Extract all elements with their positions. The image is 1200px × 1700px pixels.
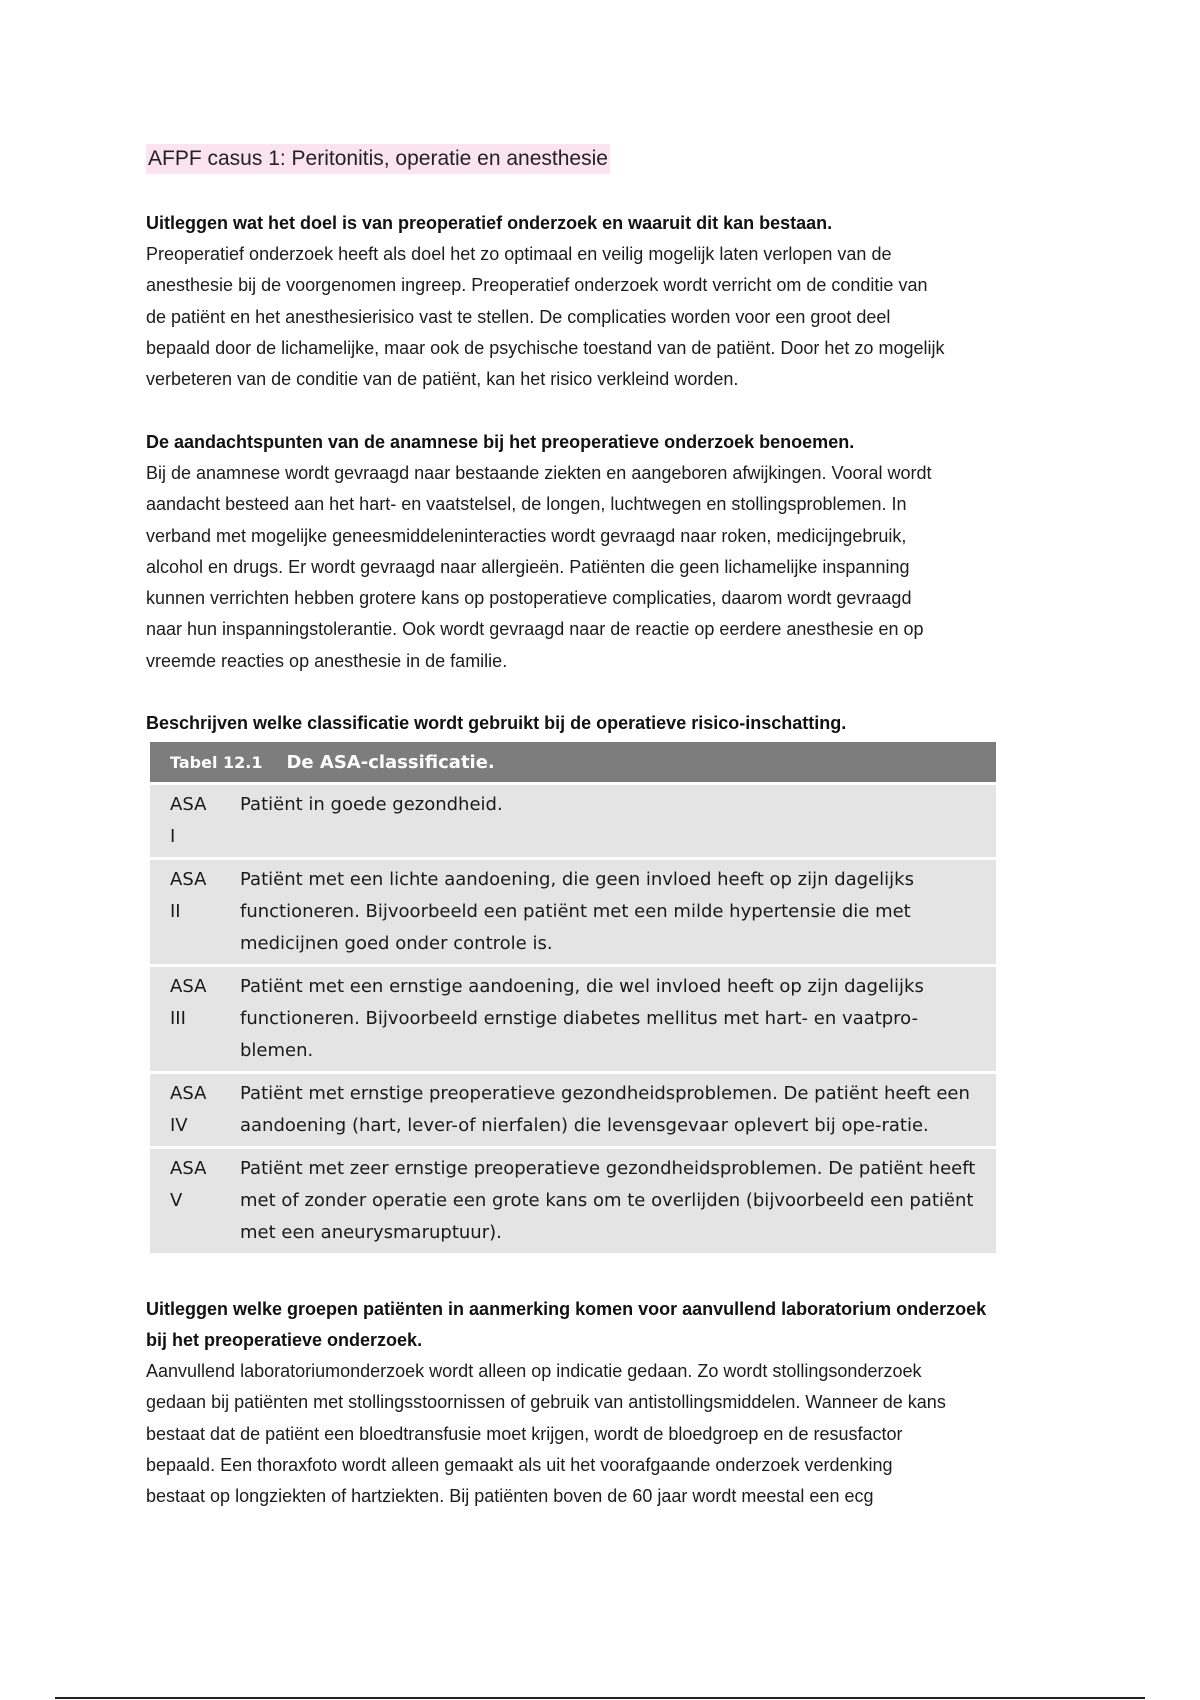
body-line: Preoperatief onderzoek heeft als doel het zo optimaal en veilig mogelijk laten verlopen van de [146,244,892,264]
table-header-row [150,742,996,784]
body-line: gedaan bij patiënten met stollingsstoornissen of gebruik van antistollingsmiddelen. Wanneer de kans [146,1392,946,1413]
body-line: naar hun inspanningstolerantie. Ook wordt gevraagd naar de reactie op eerdere anesthesie en op [146,619,924,640]
asa-class: ASA III [150,966,232,1073]
table-row [150,784,996,859]
asa-description: Patiënt met zeer ernstige preoperatieve gezondheidsproblemen. De patiënt heeft met of zonder operatie een grote kans om te overlijden (bijvoorbeeld een patiënt met een aneurysmaruptuur). [232,1148,996,1254]
body-line: vreemde reacties op anesthesie in de familie. [146,650,508,671]
asa-description: Patiënt in goede gezondheid. [232,784,996,859]
page-bottom-rule [55,1697,1145,1699]
asa-classification-table [150,742,996,1253]
section-heading: Uitleggen welke groepen patiënten in aanmerking komen voor aanvullend laboratorium onderzoek [146,1299,987,1319]
table-row [150,1073,996,1148]
body-line: Bij de anamnese wordt gevraagd naar bestaande ziekten en aangeboren afwijkingen. Vooral wordt [146,463,932,483]
table-row [150,1148,996,1254]
asa-description: Patiënt met een lichte aandoening, die geen invloed heeft op zijn dagelijks functioneren. Bijvoorbeeld een patiënt met een milde hypertensie die met medicijnen goed onder controle is. [232,859,996,966]
section-heading: Beschrijven welke classificatie wordt gebruikt bij de operatieve risico-inschatting. [146,713,847,733]
asa-class: ASA II [150,859,232,966]
body-line: verband met mogelijke geneesmiddeleninteracties wordt gevraagd naar roken, medicijngebruik, [146,525,907,546]
section-laboratorium [146,1294,1066,1512]
document-title: AFPF casus 1: Peritonitis, operatie en anesthesie [146,144,610,174]
body-line: bepaald door de lichamelijke, maar ook de psychische toestand van de patiënt. Door het zo mogelijk [146,337,945,358]
section-heading: Uitleggen wat het doel is van preoperatief onderzoek en waaruit dit kan bestaan. [146,213,833,233]
table-caption [150,742,996,784]
body-line: bepaald. Een thoraxfoto wordt alleen gemaakt als uit het voorafgaande onderzoek verdenking [146,1454,893,1475]
body-line: kunnen verrichten hebben grotere kans op postoperatieve complicaties, daarom wordt gevraagd [146,588,912,609]
body-line: bestaat dat de patiënt een bloedtransfusie moet krijgen, wordt de bloedgroep en de resusfactor [146,1423,903,1444]
section-body [146,1356,1066,1512]
body-line: verbeteren van de conditie van de patiënt, kan het risico verkleind worden. [146,369,739,390]
section-body [146,458,1066,677]
section-heading: De aandachtspunten van de anamnese bij het preoperatieve onderzoek benoemen. [146,432,855,452]
body-line: de patiënt en het anesthesierisico vast te stellen. De complicaties worden voor een groot deel [146,306,891,327]
section-classificatie [146,708,1066,739]
section-preoperatief-doel [146,208,1066,395]
table-row [150,966,996,1073]
asa-class: ASA I [150,784,232,859]
body-line: alcohol en drugs. Er wordt gevraagd naar allergieën. Patiënten die geen lichamelijke inspanning [146,556,910,577]
asa-description: Patiënt met ernstige preoperatieve gezondheidsproblemen. De patiënt heeft een aandoening (hart, lever-of nierfalen) die levensgevaar oplevert bij ope-ratie. [232,1073,996,1148]
asa-class: ASA V [150,1148,232,1254]
body-line: Aanvullend laboratoriumonderzoek wordt alleen op indicatie gedaan. Zo wordt stollingsonderzoek [146,1361,922,1381]
body-line: bestaat op longziekten of hartziekten. Bij patiënten boven de 60 jaar wordt meestal een ecg [146,1486,874,1507]
table-row [150,859,996,966]
section-anamnese [146,427,1066,677]
asa-description: Patiënt met een ernstige aandoening, die wel invloed heeft op zijn dagelijks functioneren. Bijvoorbeeld ernstige diabetes mellitus met hart- en vaatpro-blemen. [232,966,996,1073]
section-body [146,239,1066,395]
table-number: Tabel 12.1 [170,752,263,772]
section-heading: bij het preoperatieve onderzoek. [146,1330,423,1350]
body-line: aandacht besteed aan het hart- en vaatstelsel, de longen, luchtwegen en stollingsproblemen. In [146,494,907,515]
table-title: De ASA-classificatie. [286,751,495,773]
body-line: anesthesie bij de voorgenomen ingreep. Preoperatief onderzoek wordt verricht om de conditie van [146,275,928,296]
asa-class: ASA IV [150,1073,232,1148]
